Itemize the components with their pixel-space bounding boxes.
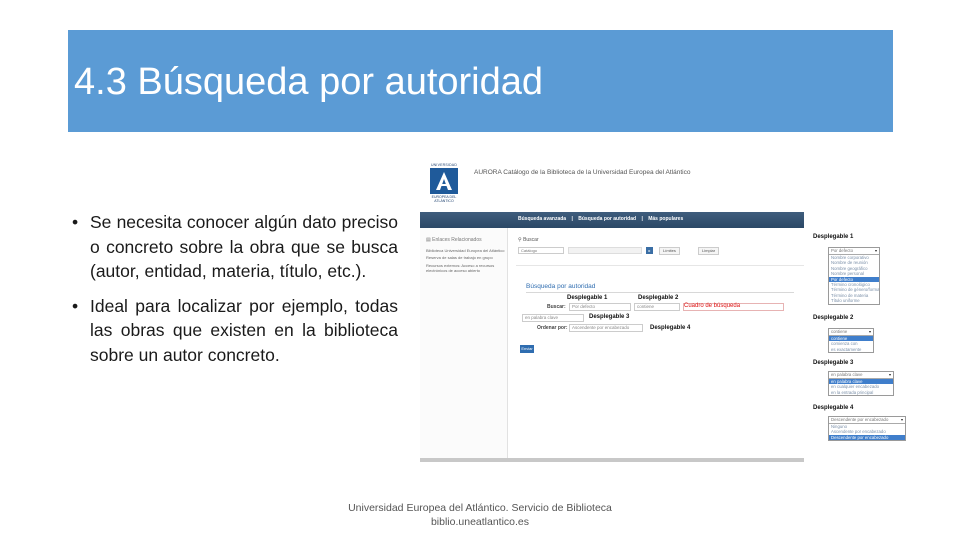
dropdown-option[interactable]: Nombre personal	[831, 271, 864, 277]
chevron-down-icon: ▾	[874, 248, 877, 253]
dd4-heading: Desplegable 4	[813, 405, 854, 411]
sidebar-link[interactable]: Reserva de salas de trabajo en grupo	[426, 255, 493, 261]
select-contiene[interactable]: contiene	[634, 303, 680, 311]
university-logo	[426, 163, 462, 207]
bullet-item	[72, 210, 398, 284]
dd1-heading: Desplegable 1	[813, 234, 854, 240]
dropdown-option[interactable]: Nombre geográfico	[831, 265, 868, 271]
catalog-select[interactable]: Catálogo	[518, 247, 564, 254]
label-desplegable-3: Desplegable 3	[589, 314, 630, 320]
label-cuadro-busqueda: Cuadro de búsqueda	[684, 303, 741, 309]
footer-line-2: biblio.uneatlantico.es	[430, 516, 530, 528]
select-orden[interactable]: Ascendente por encabezado	[569, 324, 643, 332]
clear-button[interactable]: Limpiar	[698, 247, 719, 255]
ordenar-label: Ordenar por:	[537, 325, 568, 331]
bullet-text: Ideal para localizar por ejemplo, todas las obras que existen en la biblioteca sobre un autor concreto.	[90, 295, 398, 365]
slide-title: 4.3 Búsqueda por autoridad	[74, 61, 544, 103]
divider	[516, 265, 804, 266]
search-label: ⚲ Buscar	[518, 237, 539, 243]
sidebar-heading: ▤ Enlaces Relacionados	[426, 237, 482, 243]
nav-separator: |	[641, 216, 643, 222]
dropdown-2[interactable]: contiene ▾ contiene comienza con es exactamente	[828, 328, 874, 353]
sidebar-link[interactable]: Recursos externos: Acceso a recursos electrónicos de acceso abierto	[426, 262, 495, 273]
footer-line-1: Universidad Europea del Atlántico. Servicio de Biblioteca	[348, 502, 612, 514]
dd3-heading: Desplegable 3	[813, 360, 854, 366]
divider	[526, 292, 794, 293]
chevron-down-icon: ▾	[868, 329, 871, 334]
select-palabra-clave[interactable]: en palabra clave	[522, 314, 584, 322]
search-input[interactable]	[568, 247, 642, 254]
nav-mas-populares[interactable]: Más populares	[648, 216, 684, 222]
dd2-heading: Desplegable 2	[813, 315, 854, 321]
catalog-content	[516, 228, 804, 460]
chevron-down-icon: ▾	[900, 417, 903, 422]
dropdown-option-selected[interactable]: en palabra clave	[829, 379, 893, 384]
slide-footer	[330, 501, 630, 529]
dropdown-option-selected[interactable]: Por defecto	[829, 277, 879, 282]
dropdown-3[interactable]: en palabra clave ▾ en palabra clave en cualquier encabezado en la entrada principal	[828, 371, 894, 396]
limits-button[interactable]: Límites	[659, 247, 680, 255]
buscar-label: Buscar:	[547, 304, 566, 310]
bullet-list	[72, 210, 398, 377]
select-autoridad-tipo[interactable]: Por defecto	[569, 303, 631, 311]
catalog-sidebar	[420, 228, 508, 460]
dropdown-option-selected[interactable]: Descendente por encabezado	[829, 435, 905, 440]
logo-top-text: UNIVERSIDAD	[430, 163, 458, 167]
nav-busqueda-autoridad[interactable]: Búsqueda por autoridad	[578, 216, 637, 222]
sidebar-link[interactable]: Biblioteca Universidad Europea del Atlántico	[426, 248, 505, 253]
nav-separator: |	[571, 216, 573, 222]
dropdown-1[interactable]: Por defecto ▾ Nombre corporativo Nombre de reunión Nombre geográfico Nombre personal Por defecto Término cronológico Término de género/forma Término de materia Título uniforme	[828, 247, 880, 305]
dropdown-option[interactable]: es exactamente	[831, 346, 862, 352]
bullet-text: Se necesita conocer algún dato preciso o concreto sobre la obra que se busca (autor, entidad, materia, título, etc.).	[90, 212, 398, 281]
dropdown-option[interactable]: Nombre de reunión	[831, 260, 868, 266]
dropdown-option[interactable]: Término de materia	[831, 292, 869, 298]
dropdown-option-selected[interactable]: contiene	[829, 336, 873, 341]
logo-emblem-icon	[430, 168, 458, 194]
search-go-button[interactable]: ▸	[646, 247, 653, 254]
label-desplegable-2: Desplegable 2	[638, 295, 679, 301]
dropdown-option[interactable]: comienza con	[831, 341, 858, 347]
dropdown-option[interactable]: Ascendente por encabezado	[831, 429, 886, 435]
label-desplegable-1: Desplegable 1	[567, 295, 608, 301]
dropdown-option[interactable]: en cualquier encabezado	[831, 384, 880, 390]
enviar-button[interactable]: Enviar	[521, 346, 533, 351]
dropdown-4[interactable]: Descendente por encabezado ▾ Ninguno Ascendente por encabezado Descendente por encabezado	[828, 416, 906, 441]
catalog-nav-bar	[420, 212, 804, 228]
dropdown-option[interactable]: Nombre corporativo	[831, 255, 869, 260]
catalog-screenshot	[420, 160, 804, 462]
dropdown-option[interactable]: Término cronológico	[831, 281, 870, 287]
dropdown-option[interactable]: Ninguno	[831, 424, 848, 429]
dropdown-option[interactable]: en la entrada principal	[831, 389, 874, 395]
bottom-scrollbar	[420, 458, 804, 462]
search-icon: ⚲	[518, 237, 522, 243]
catalog-title: AURORA Catálogo de la Biblioteca de la Universidad Europea del Atlántico	[474, 169, 691, 176]
dropdown-option[interactable]: Título uniforme	[831, 298, 860, 304]
bullet-item	[72, 294, 398, 368]
chevron-down-icon: ▾	[888, 372, 891, 377]
logo-bottom-text: EUROPEA DEL ATLÁNTICO	[431, 195, 457, 203]
label-desplegable-4: Desplegable 4	[650, 325, 691, 331]
nav-busqueda-avanzada[interactable]: Búsqueda avanzada	[518, 216, 567, 222]
title-bar	[68, 30, 893, 132]
bullet-dot-icon: •	[72, 212, 79, 232]
authority-search-title: Búsqueda por autoridad	[526, 283, 596, 290]
bullet-dot-icon: •	[72, 295, 79, 316]
dropdown-option[interactable]: Término de género/forma	[831, 287, 879, 293]
